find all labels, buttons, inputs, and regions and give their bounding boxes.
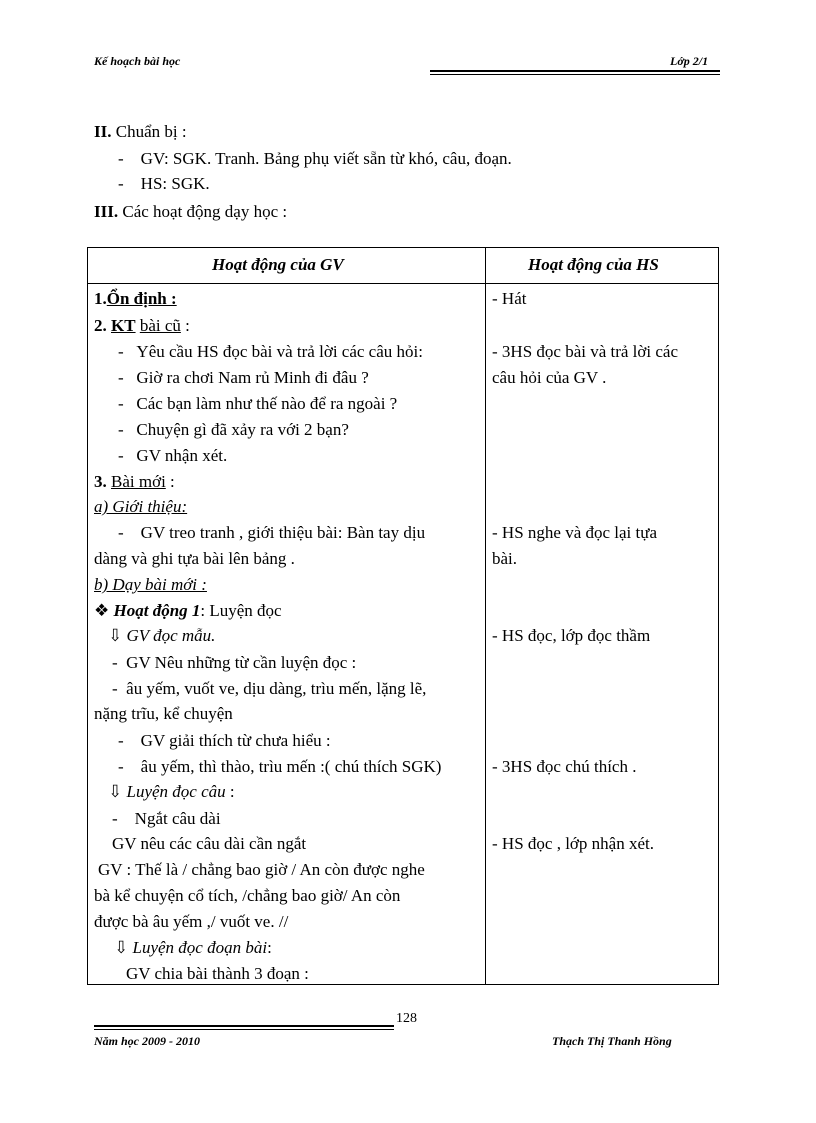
gv-review-item: - Các bạn làm như thế nào để ra ngoài ? <box>118 394 398 413</box>
hs-response: - HS đọc , lớp nhận xét. <box>492 834 654 853</box>
gv-review-item: - Yêu cầu HS đọc bài và trả lời các câu hỏi: <box>118 342 423 361</box>
down-arrow-icon: ⇩ <box>108 626 123 645</box>
gv-intro-line: dàng và ghi tựa bài lên bảng . <box>94 549 295 568</box>
prep-item: - GV: SGK. Tranh. Bảng phụ viết sẵn từ khó, câu, đoạn. <box>118 149 512 168</box>
gv-example-line: GV : Thế là / chẳng bao giờ / An còn được nghe <box>98 860 425 879</box>
footer-school-year: Năm học 2009 - 2010 <box>94 1034 200 1048</box>
gv-words-line: nặng trĩu, kể chuyện <box>94 704 233 723</box>
gv-example-line: bà kể chuyện cổ tích, /chẳng bao giờ/ An còn <box>94 886 401 905</box>
gv-section-3: 3. Bài mới : <box>94 472 175 491</box>
gv-explain-intro: - GV giải thích từ chưa hiểu : <box>118 731 331 750</box>
prep-heading: II. Chuẩn bị : <box>94 122 187 141</box>
hs-response: câu hỏi của GV . <box>492 368 607 387</box>
hs-response: - HS đọc, lớp đọc thầm <box>492 626 651 645</box>
gv-sentence-reading: ⇩ Luyện đọc câu : <box>108 782 235 801</box>
header-class: Lớp 2/1 <box>670 54 709 68</box>
header-rule-thin <box>430 74 720 75</box>
gv-activity-1: ❖ Hoạt động 1: Luyện đọc <box>94 601 282 620</box>
gv-example-line: được bà âu yếm ,/ vuốt ve. // <box>94 912 289 931</box>
footer-rule <box>94 1025 394 1027</box>
gv-words-intro: - GV Nêu những từ cần luyện đọc : <box>112 653 357 672</box>
col-header-hs: Hoạt động của HS <box>528 255 659 274</box>
page-number: 128 <box>396 1011 417 1026</box>
gv-explain-words: - âu yếm, thì thào, trìu mến :( chú thích SGK) <box>118 757 442 776</box>
down-arrow-icon: ⇩ <box>108 782 123 801</box>
hs-response: - HS nghe và đọc lại tựa <box>492 523 658 542</box>
gv-long-sentence: - Ngắt câu dài <box>112 809 221 828</box>
gv-paragraph-divide: GV chia bài thành 3 đoạn : <box>126 964 309 983</box>
diamond-bullet-icon: ❖ <box>94 601 110 620</box>
gv-review-item: - Giờ ra chơi Nam rủ Minh đi đâu ? <box>118 368 369 387</box>
gv-new-lesson-label: b) Dạy bài mới : <box>94 575 207 594</box>
hs-response: bài. <box>492 549 518 568</box>
footer-author: Thạch Thị Thanh Hồng <box>552 1034 672 1048</box>
prep-item: - HS: SGK. <box>118 174 210 193</box>
table-header-rule <box>87 283 719 284</box>
gv-section-1: 1.Ổn định : <box>94 289 177 308</box>
gv-review-item: - GV nhận xét. <box>118 446 228 465</box>
header-lesson-plan: Kế hoạch bài học <box>94 54 181 68</box>
gv-section-2: 2. KT bài cũ : <box>94 316 190 335</box>
gv-review-item: - Chuyện gì đã xảy ra với 2 bạn? <box>118 420 349 439</box>
gv-intro-line: - GV treo tranh , giới thiệu bài: Bàn tay dịu <box>118 523 426 542</box>
gv-intro-label: a) Giới thiệu: <box>94 497 188 516</box>
down-arrow-icon: ⇩ <box>114 938 129 957</box>
hs-response: - Hát <box>492 289 527 308</box>
table-divider <box>485 247 486 985</box>
hs-response: - 3HS đọc bài và trả lời các <box>492 342 679 361</box>
footer-rule-thin <box>94 1029 394 1030</box>
header-rule <box>430 70 720 72</box>
activities-heading: III. Các hoạt động dạy học : <box>94 202 288 221</box>
gv-model-reading: ⇩ GV đọc mẫu. <box>108 626 216 645</box>
hs-response: - 3HS đọc chú thích . <box>492 757 637 776</box>
gv-words-line: - âu yếm, vuốt ve, dịu dàng, trìu mến, lặng lẽ, <box>112 679 427 698</box>
col-header-gv: Hoạt động của GV <box>212 255 344 274</box>
gv-long-sentence-note: GV nêu các câu dài cần ngắt <box>112 834 307 853</box>
gv-paragraph-reading: ⇩ Luyện đọc đoạn bài: <box>114 938 272 957</box>
